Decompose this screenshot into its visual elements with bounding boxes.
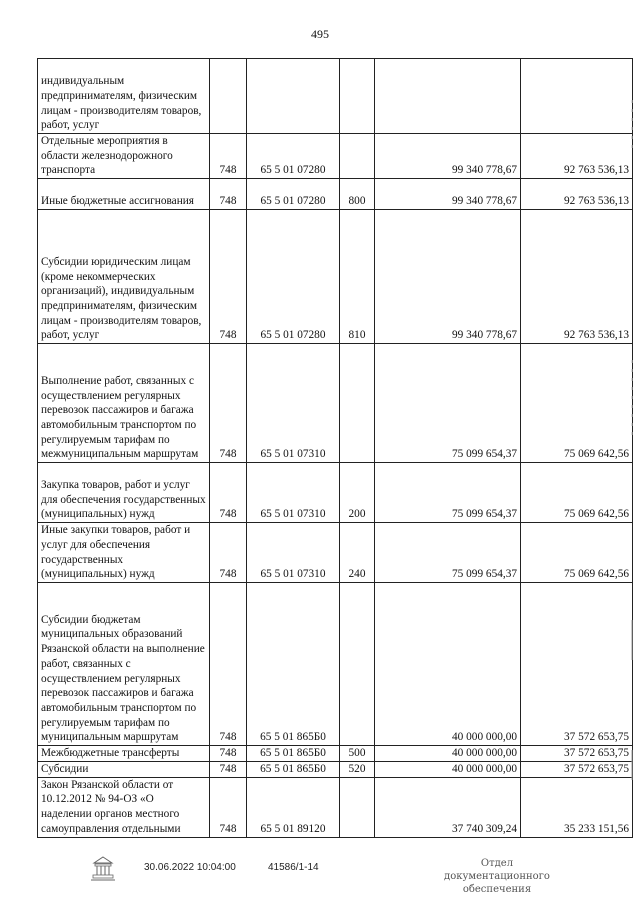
row-sum-fact: 75 069 642,56 — [521, 463, 633, 523]
row-sum-fact: 75 069 642,56 — [521, 344, 633, 463]
row-sum-plan: 99 340 778,67 — [375, 134, 521, 179]
row-sum-plan: 37 740 309,24 — [375, 777, 521, 837]
row-vr: 800 — [340, 179, 375, 210]
row-name: Закон Рязанской области от 10.12.2012 № 94-ОЗ «О наделении органов местного самоуправления отдельными — [38, 777, 210, 837]
row-vr: 200 — [340, 463, 375, 523]
row-code: 748 — [210, 210, 247, 344]
row-csr: 65 5 01 07280 — [247, 210, 340, 344]
table-row — [38, 344, 633, 463]
row-csr: 65 5 01 865Б0 — [247, 761, 340, 777]
row-vr: 520 — [340, 761, 375, 777]
row-name: Иные бюджетные ассигнования — [38, 179, 210, 210]
row-sum-plan: 40 000 000,00 — [375, 583, 521, 746]
scan-edge-marks — [630, 60, 634, 820]
table-row — [38, 523, 633, 583]
row-vr: 810 — [340, 210, 375, 344]
row-csr: 65 5 01 865Б0 — [247, 583, 340, 746]
row-sum-plan: 40 000 000,00 — [375, 761, 521, 777]
row-sum-fact: 92 763 536,13 — [521, 210, 633, 344]
row-code: 748 — [210, 746, 247, 762]
row-sum-fact: 92 763 536,13 — [521, 134, 633, 179]
row-name: Выполнение работ, связанных с осуществлением регулярных перевозок пассажиров и багажа автомобильным транспортом по регулируемым тарифам по межмуниципальным маршрутам — [38, 344, 210, 463]
row-sum-plan — [375, 59, 521, 134]
row-sum-plan: 75 099 654,37 — [375, 344, 521, 463]
row-name: Закупка товаров, работ и услуг для обеспечения государственных (муниципальных) нужд — [38, 463, 210, 523]
table-row — [38, 179, 633, 210]
row-vr — [340, 134, 375, 179]
table-row — [38, 777, 633, 837]
row-sum-fact: 75 069 642,56 — [521, 523, 633, 583]
row-name: Межбюджетные трансферты — [38, 746, 210, 762]
building-seal-icon — [90, 855, 116, 883]
row-name: индивидуальным предпринимателям, физическим лицам - производителям товаров, работ, услуг — [38, 59, 210, 134]
row-csr: 65 5 01 07280 — [247, 179, 340, 210]
row-sum-plan: 99 340 778,67 — [375, 210, 521, 344]
page-number: 495 — [311, 27, 329, 41]
row-sum-fact: 35 233 151,56 — [521, 777, 633, 837]
row-csr: 65 5 01 89120 — [247, 777, 340, 837]
document-footer — [0, 855, 640, 895]
row-code: 748 — [210, 463, 247, 523]
row-sum-plan: 75 099 654,37 — [375, 463, 521, 523]
table-row — [38, 210, 633, 344]
row-csr — [247, 59, 340, 134]
row-csr: 65 5 01 07280 — [247, 134, 340, 179]
row-vr — [340, 583, 375, 746]
row-sum-fact: 37 572 653,75 — [521, 761, 633, 777]
row-code: 748 — [210, 134, 247, 179]
row-vr: 240 — [340, 523, 375, 583]
row-sum-plan: 75 099 654,37 — [375, 523, 521, 583]
table-row — [38, 59, 633, 134]
table-row — [38, 134, 633, 179]
row-name: Субсидии юридическим лицам (кроме некоммерческих организаций), индивидуальным предпринимателям, физическим лицам - производителям товаров, работ, услуг — [38, 210, 210, 344]
row-vr — [340, 777, 375, 837]
row-vr: 500 — [340, 746, 375, 762]
row-name: Субсидии бюджетам муниципальных образований Рязанской области на выполнение работ, связанных с осуществлением регулярных перевозок пассажиров и багажа автомобильным транспортом по регулируемым тарифам по муниципальным маршрутам — [38, 583, 210, 746]
registration-number: 41586/1-14 — [268, 862, 319, 873]
row-code — [210, 59, 247, 134]
row-name: Субсидии — [38, 761, 210, 777]
row-sum-fact: 37 572 653,75 — [521, 746, 633, 762]
row-csr: 65 5 01 07310 — [247, 463, 340, 523]
row-code: 748 — [210, 179, 247, 210]
row-name: Отдельные мероприятия в области железнодорожного транспорта — [38, 134, 210, 179]
department-stamp: Отдел документационного обеспечения — [444, 858, 550, 895]
table-row — [38, 761, 633, 777]
table-row — [38, 463, 633, 523]
row-vr — [340, 59, 375, 134]
row-sum-fact — [521, 59, 633, 134]
row-vr — [340, 344, 375, 463]
row-code: 748 — [210, 523, 247, 583]
row-csr: 65 5 01 865Б0 — [247, 746, 340, 762]
row-name: Иные закупки товаров, работ и услуг для обеспечения государственных (муниципальных) нужд — [38, 523, 210, 583]
budget-table — [37, 58, 633, 838]
row-code: 748 — [210, 761, 247, 777]
row-sum-plan: 99 340 778,67 — [375, 179, 521, 210]
row-sum-fact: 92 763 536,13 — [521, 179, 633, 210]
table-row — [38, 746, 633, 762]
registration-datetime: 30.06.2022 10:04:00 — [144, 862, 236, 873]
row-code: 748 — [210, 344, 247, 463]
table-row — [38, 583, 633, 746]
row-sum-plan: 40 000 000,00 — [375, 746, 521, 762]
row-code: 748 — [210, 777, 247, 837]
row-csr: 65 5 01 07310 — [247, 344, 340, 463]
row-csr: 65 5 01 07310 — [247, 523, 340, 583]
row-code: 748 — [210, 583, 247, 746]
row-sum-fact: 37 572 653,75 — [521, 583, 633, 746]
